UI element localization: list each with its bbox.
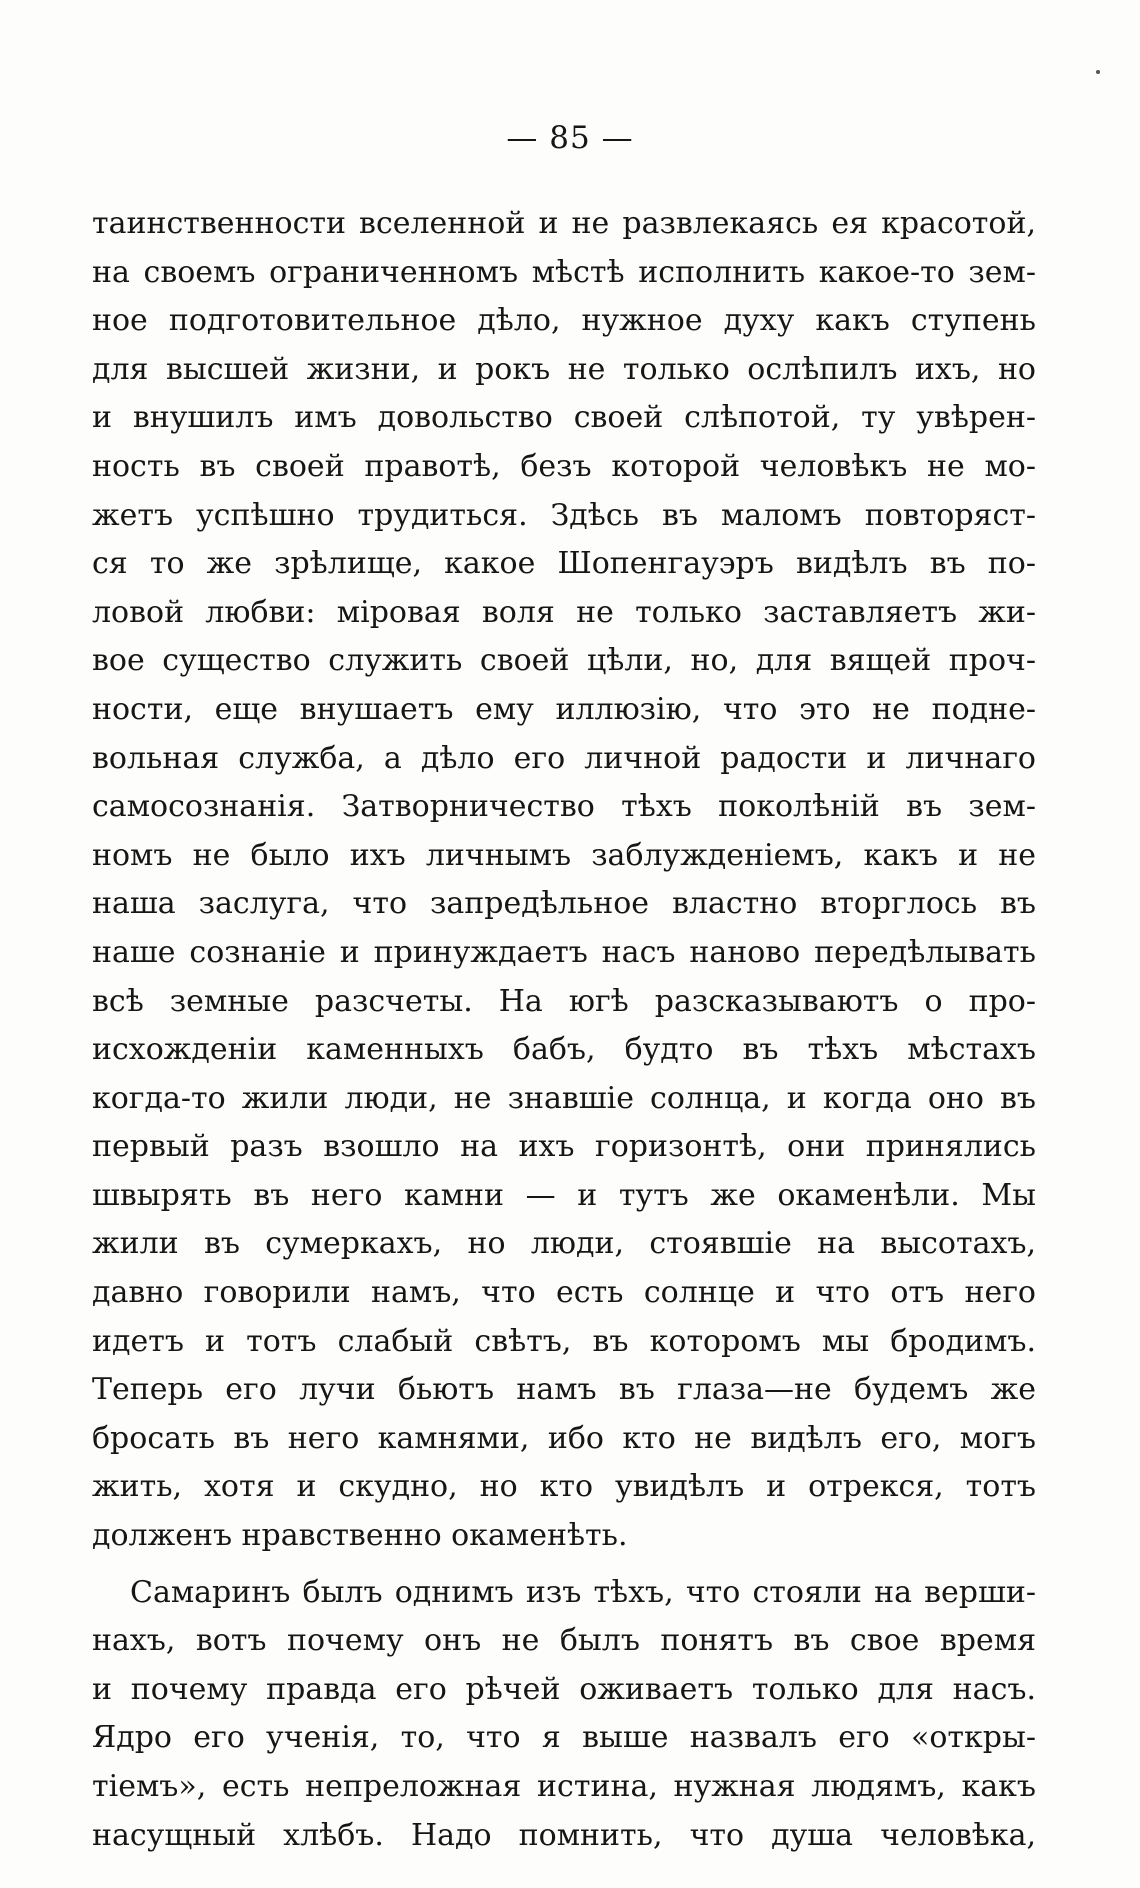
text-line: давно говорили намъ, что есть солнце и что отъ него [92, 1275, 1036, 1311]
text-line: идетъ и тотъ слабый свѣтъ, въ которомъ мы бродимъ. [92, 1323, 1036, 1359]
text-line: и внушилъ имъ довольство своей слѣпотой, ту увѣрен- [92, 400, 1036, 436]
text-line: ность въ своей правотѣ, безъ которой человѣкъ не мо- [92, 448, 1036, 484]
text-line: долженъ нравственно окаменѣть. [92, 1518, 628, 1554]
text-line: ловой любви: мiровая воля не только заставляетъ жи- [92, 594, 1036, 630]
text-line: и почему правда его рѣчей оживаетъ только для насъ. [92, 1671, 1036, 1707]
text-line: жить, хотя и скудно, но кто увидѣлъ и отрекся, тотъ [92, 1469, 1036, 1505]
text-line: номъ не было ихъ личнымъ заблужденiемъ, какъ и не [92, 837, 1036, 873]
text-line: когда-то жили люди, не знавшiе солнца, и когда оно въ [92, 1080, 1036, 1116]
text-line: жетъ успѣшно трудиться. Здѣсь въ маломъ повторяст- [92, 497, 1036, 533]
text-line: исхожденiи каменныхъ бабъ, будто въ тѣхъ мѣстахъ [92, 1032, 1036, 1068]
text-line: швырять въ него камни — и тутъ же окаменѣли. Мы [92, 1177, 1036, 1213]
text-line: наша заслуга, что запредѣльное властно вторглось въ [92, 886, 1036, 922]
text-line: таинственности вселенной и не развлекаясь ея красотой, [92, 206, 1036, 241]
text-line: ное подготовительное дѣло, нужное духу какъ ступень [92, 303, 1036, 339]
paragraph-gap [92, 1561, 1036, 1569]
text-line: вое существо служить своей цѣли, но, для вящей проч- [92, 643, 1036, 679]
text-line: ности, еще внушаетъ ему иллюзію, что это не подне- [92, 691, 1036, 727]
paragraph-2 [92, 1569, 1036, 1861]
text-line: на своемъ ограниченномъ мѣстѣ исполнить какое-то зем- [92, 254, 1036, 290]
text-line: Теперь его лучи бьютъ намъ въ глаза—не будемъ же [92, 1372, 1036, 1408]
text-line: ся то же зрѣлище, какое Шопенгауэръ видѣлъ въ по- [92, 546, 1036, 582]
text-line: насущный хлѣбъ. Надо помнить, что душа человѣка, [92, 1817, 1036, 1853]
text-line: тiемъ», есть непреложная истина, нужная людямъ, какъ [92, 1769, 1036, 1804]
margin-speck [1096, 70, 1100, 74]
text-line: для высшей жизни, и рокъ не только ослѣпилъ ихъ, но [92, 351, 1036, 387]
text-line: жили въ сумеркахъ, но люди, стоявшiе на высотахъ, [92, 1226, 1036, 1262]
text-line: Самаринъ былъ однимъ изъ тѣхъ, что стояли на верши- [130, 1574, 1036, 1610]
text-line: нахъ, вотъ почему онъ не былъ понятъ въ свое время [92, 1623, 1036, 1659]
page-number: — 85 — [506, 120, 634, 156]
text-line: всѣ земные разсчеты. На югѣ разсказываютъ о про- [92, 983, 1036, 1019]
body-text [92, 200, 1036, 1860]
text-line: наше сознанiе и принуждаетъ насъ наново передѣлывать [92, 934, 1036, 970]
paragraph-1 [92, 200, 1036, 1561]
text-line: вольная служба, а дѣло его личной радости и личнаго [92, 740, 1036, 776]
text-line: бросать въ него камнями, ибо кто не видѣлъ его, могъ [92, 1420, 1036, 1456]
text-line: самосознанія. Затворничество тѣхъ поколѣній въ зем- [92, 789, 1036, 825]
text-line: первый разъ взошло на ихъ горизонтѣ, они принялись [92, 1129, 1036, 1165]
text-line: Ядро его ученія, то, что я выше назвалъ его «откры- [92, 1720, 1036, 1756]
